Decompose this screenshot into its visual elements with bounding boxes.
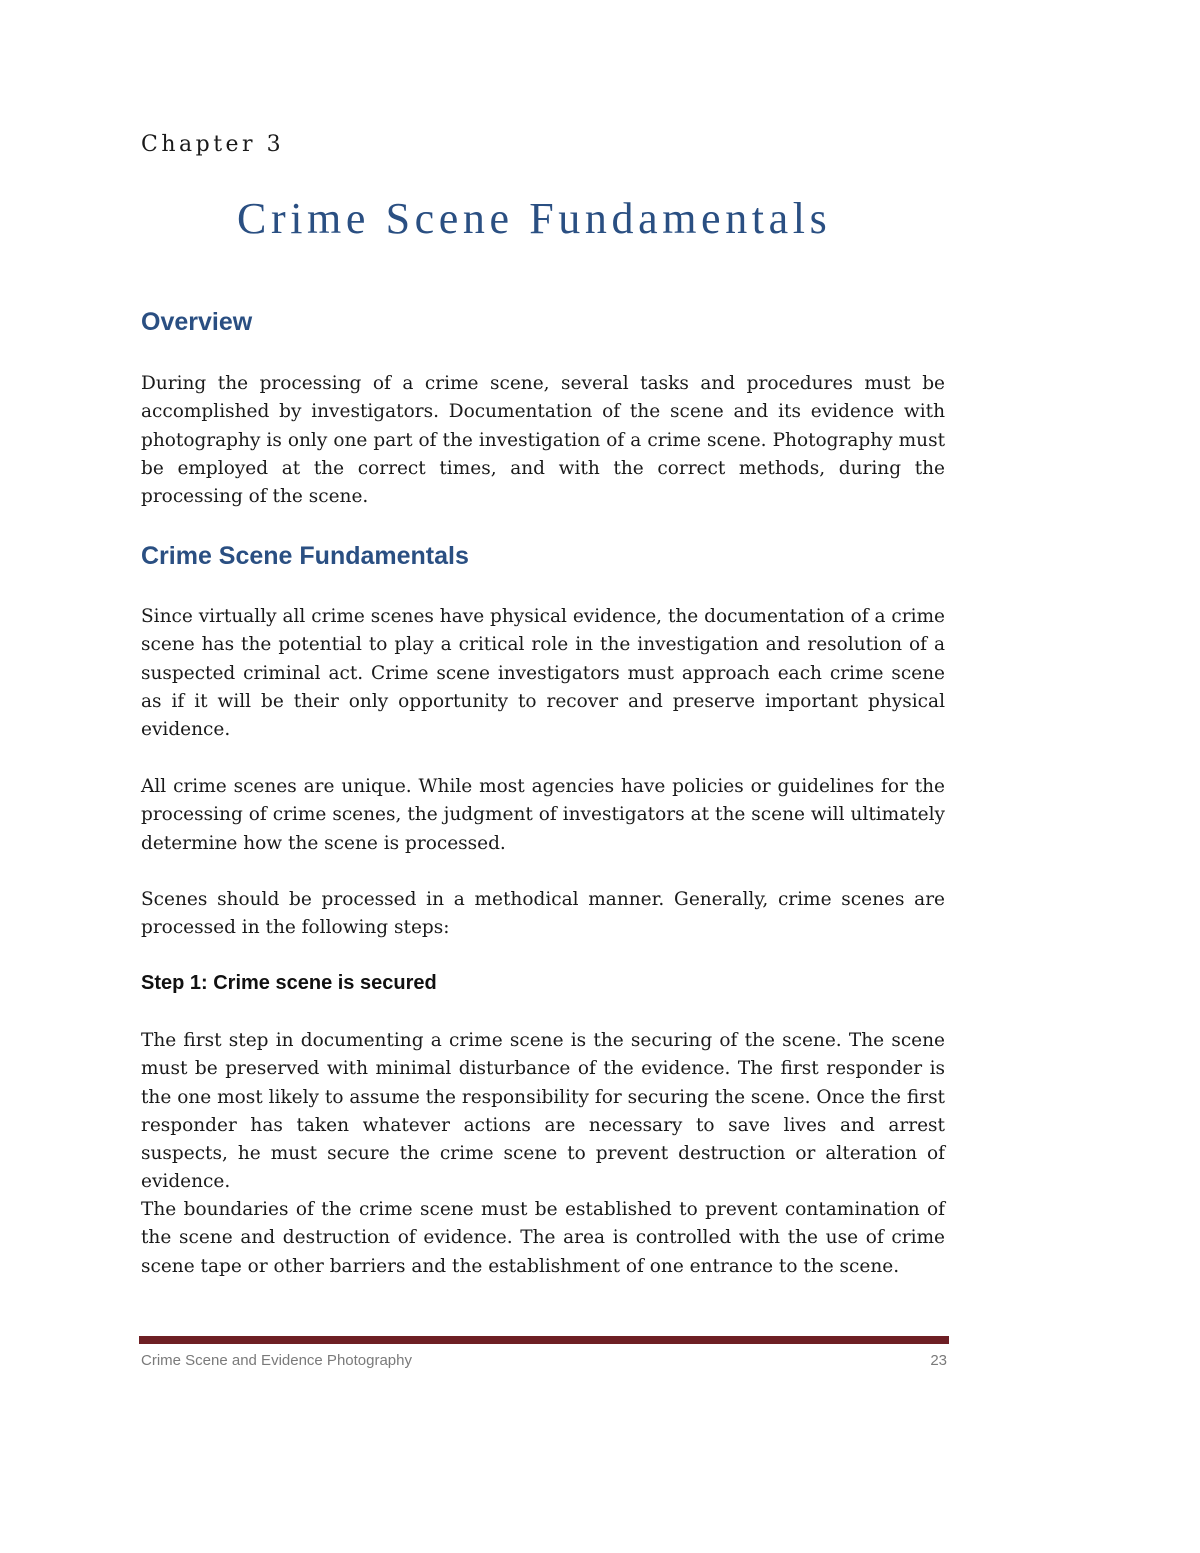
fundamentals-paragraph-1: Since virtually all crime scenes have physical evidence, the documentation of a crime scene has the potential to play a critical role in the investigation and resolution of a suspected criminal act. Crime scene investigators must approach each crime scene as if it will be their only opportunity to recover and preserve important physical evidence. [141, 606, 945, 741]
footer-page-number: 23 [930, 1352, 947, 1369]
footer-book-title: Crime Scene and Evidence Photography [141, 1352, 412, 1369]
overview-heading: Overview [141, 308, 253, 336]
overview-paragraph: During the processing of a crime scene, several tasks and procedures must be accomplished by investigators. Documentation of the scene and its evidence with photography is only one part of the investigation of a crime scene. Photography must be employed at the correct times, and with the correct methods, during the processing of the scene. [141, 373, 945, 508]
fundamentals-heading: Crime Scene Fundamentals [141, 542, 469, 570]
fundamentals-paragraph-3: Scenes should be processed in a methodical manner. Generally, crime scenes are processed in the following steps: [141, 889, 945, 939]
footer-rule [139, 1336, 949, 1344]
chapter-title: Crime Scene Fundamentals [237, 194, 832, 243]
step1-heading: Step 1: Crime scene is secured [141, 972, 437, 994]
step1-paragraph-2: The boundaries of the crime scene must be established to prevent contamination of the scene and destruction of evidence. The area is controlled with the use of crime scene tape or other barriers and the establishment of one entrance to the scene. [141, 1199, 945, 1277]
fundamentals-paragraph-2: All crime scenes are unique. While most agencies have policies or guidelines for the processing of crime scenes, the judgment of investigators at the scene will ultimately determine how the scene is processed. [141, 776, 945, 854]
step1-paragraph-1: The first step in documenting a crime scene is the securing of the scene. The scene must be preserved with minimal disturbance of the evidence. The first responder is the one most likely to assume the responsibility for securing the scene. Once the first responder has taken whatever actions are necessary to save lives and arrest suspects, he must secure the crime scene to prevent destruction or alteration of evidence. [141, 1030, 945, 1193]
chapter-label: Chapter 3 [141, 132, 285, 157]
